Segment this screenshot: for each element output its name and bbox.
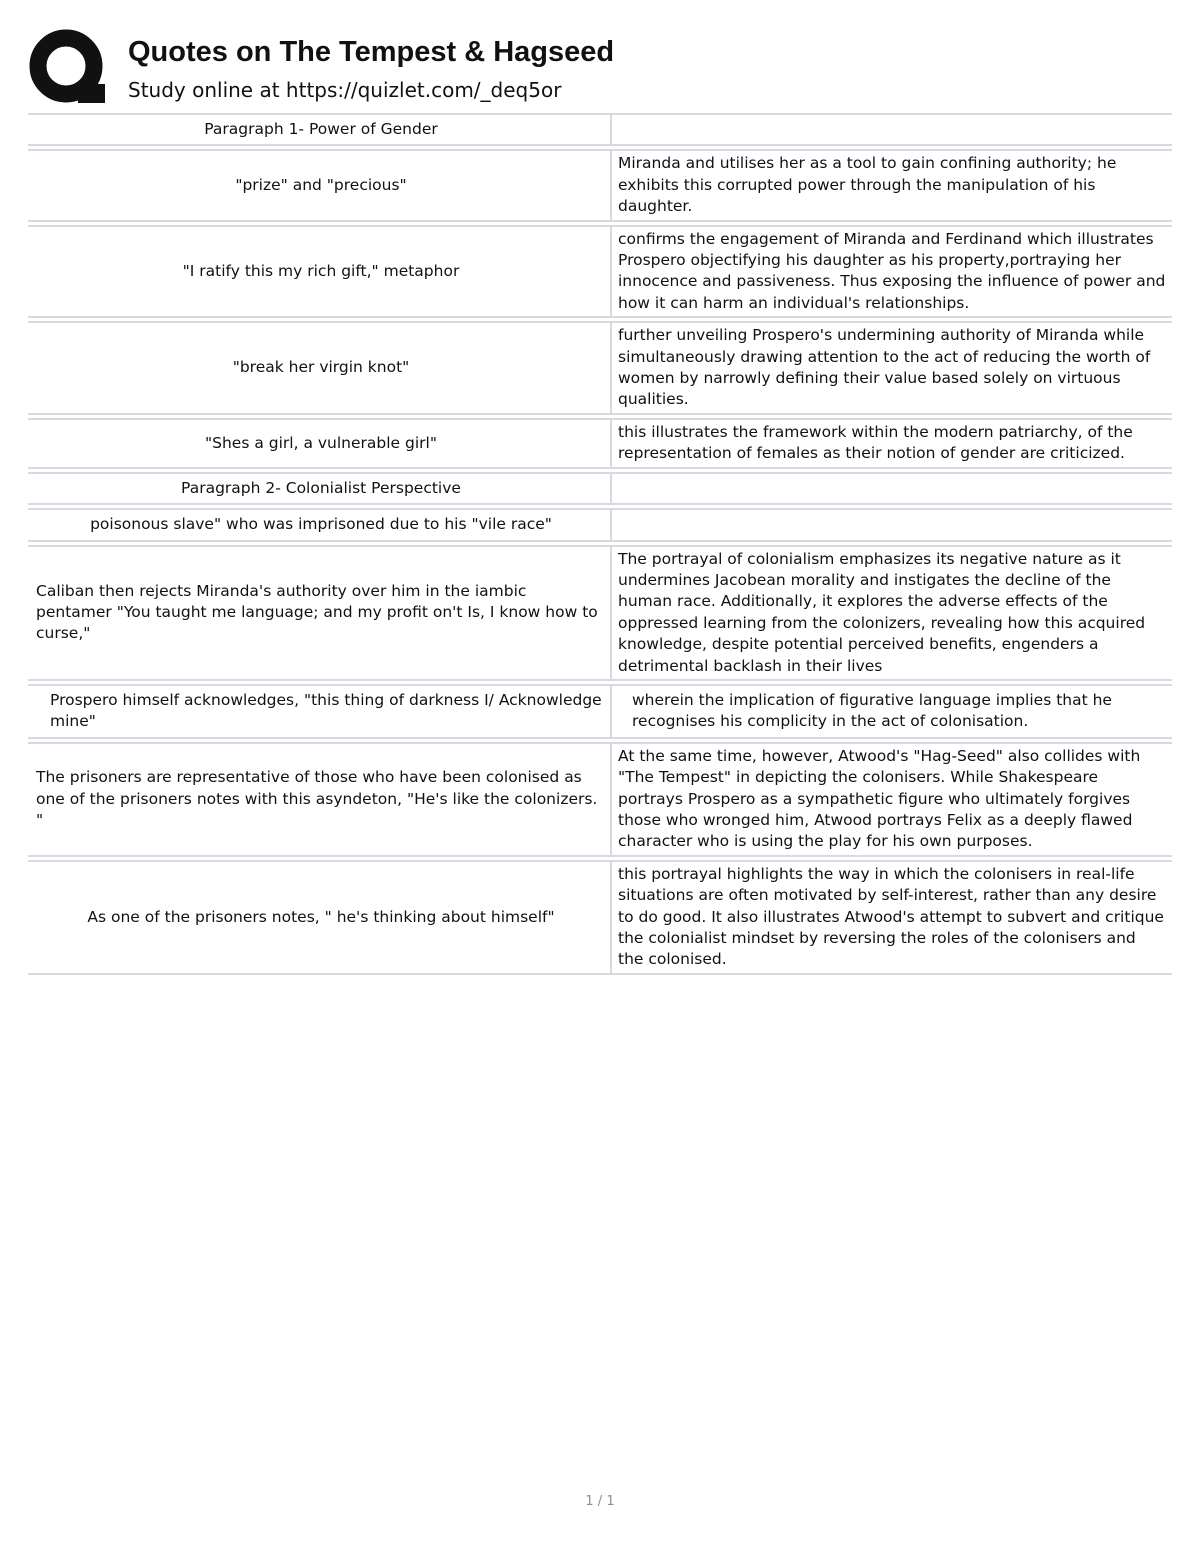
table-row (28, 226, 1172, 318)
study-link-text: Study online at https://quizlet.com/_deq5or (128, 78, 562, 102)
term-cell: The prisoners are representative of those who have been colonised as one of the prisoners notes with this asyndeton, "He's like the colonizers. " (28, 743, 611, 856)
term-cell: Paragraph 1- Power of Gender (28, 114, 611, 145)
term-cell: As one of the prisoners notes, " he's thinking about himself" (28, 861, 611, 974)
flashcard-table (28, 113, 1172, 975)
definition-cell: this portrayal highlights the way in which the colonisers in real-life situations are often motivated by self-interest, rather than any desire to do good. It also illustrates Atwood's attempt to subvert and critique the colonialist mindset by reversing the roles of the colonisers and the colonised. (611, 861, 1172, 974)
definition-cell: Miranda and utilises her as a tool to gain confining authority; he exhibits this corrupted power through the manipulation of his daughter. (611, 150, 1172, 220)
term-cell: "prize" and "precious" (28, 150, 611, 220)
table-row (28, 473, 1172, 504)
quizlet-logo-icon (28, 28, 108, 108)
table-row (28, 861, 1172, 974)
term-cell: Prospero himself acknowledges, "this thing of darkness I/ Acknowledge mine" (28, 685, 611, 738)
definition-cell: wherein the implication of figurative language implies that he recognises his complicity in the act of colonisation. (611, 685, 1172, 738)
term-cell: Paragraph 2- Colonialist Perspective (28, 473, 611, 504)
table-row (28, 322, 1172, 414)
definition-cell (611, 473, 1172, 504)
definition-cell (611, 509, 1172, 540)
term-cell: "Shes a girl, a vulnerable girl" (28, 419, 611, 468)
page-title: Quotes on The Tempest & Hagseed (128, 36, 615, 68)
term-cell: Caliban then rejects Miranda's authority over him in the iambic pentamer "You taught me language; and my profit on't Is, I know how to curse," (28, 546, 611, 680)
page-number: 1 / 1 (585, 1494, 615, 1509)
definition-cell: confirms the engagement of Miranda and Ferdinand which illustrates Prospero objectifying his daughter as his property,portraying her innocence and passiveness. Thus exposing the influence of power and how it can harm an individual's relationships. (611, 226, 1172, 318)
table-row (28, 685, 1172, 738)
table-row (28, 150, 1172, 220)
table-row (28, 114, 1172, 145)
term-cell: poisonous slave" who was imprisoned due to his "vile race" (28, 509, 611, 540)
document-header (28, 28, 1178, 110)
table-row (28, 419, 1172, 468)
definition-cell: further unveiling Prospero's undermining authority of Miranda while simultaneously drawing attention to the act of reducing the worth of women by narrowly defining their value based solely on virtuous qualities. (611, 322, 1172, 414)
term-cell: "I ratify this my rich gift," metaphor (28, 226, 611, 318)
table-row (28, 743, 1172, 856)
table-row (28, 546, 1172, 680)
table-row (28, 509, 1172, 540)
definition-cell (611, 114, 1172, 145)
definition-cell: this illustrates the framework within the modern patriarchy, of the representation of females as their notion of gender are criticized. (611, 419, 1172, 468)
definition-cell: At the same time, however, Atwood's "Hag-Seed" also collides with "The Tempest" in depicting the colonisers. While Shakespeare portrays Prospero as a sympathetic figure who ultimately forgives those who wronged him, Atwood portrays Felix as a deeply flawed character who is using the play for his own purposes. (611, 743, 1172, 856)
term-cell: "break her virgin knot" (28, 322, 611, 414)
definition-cell: The portrayal of colonialism emphasizes its negative nature as it undermines Jacobean morality and instigates the decline of the human race. Additionally, it explores the adverse effects of the oppressed learning from the colonizers, revealing how this acquired knowledge, despite potential perceived benefits, engenders a detrimental backlash in their lives (611, 546, 1172, 680)
